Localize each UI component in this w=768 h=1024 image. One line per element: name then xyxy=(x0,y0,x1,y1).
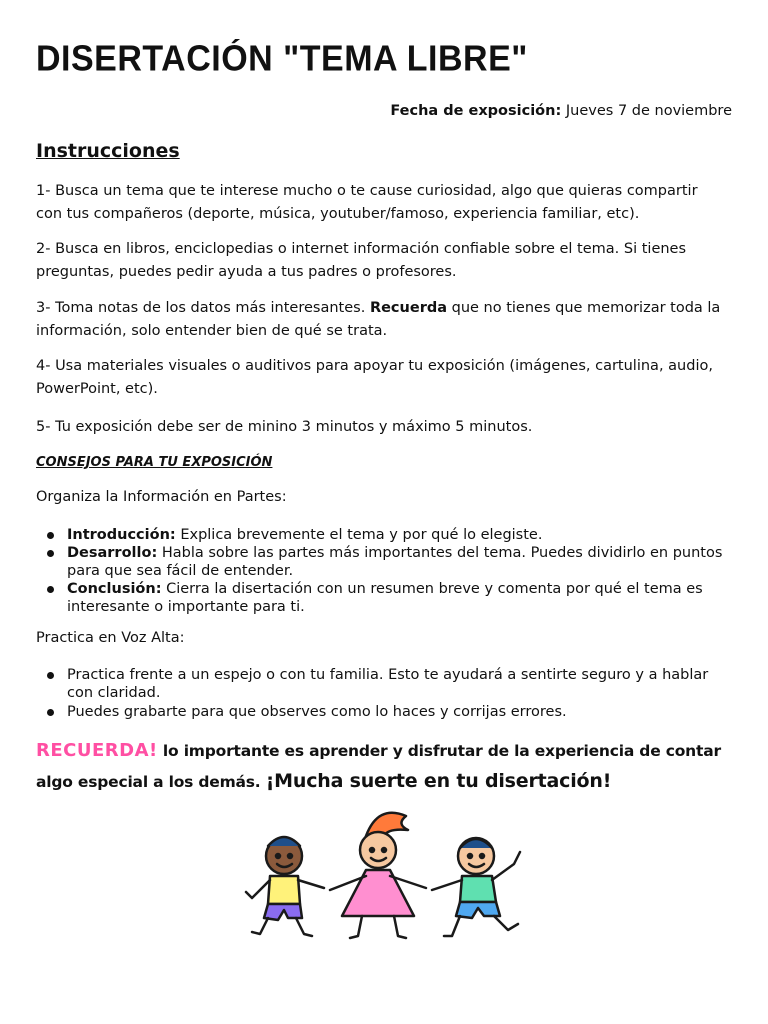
instructions-heading: Instrucciones xyxy=(36,140,180,162)
organize-list xyxy=(36,526,736,616)
bullet-icon xyxy=(47,550,54,557)
instruction-item-1: 1- Busca un tema que te interese mucho o te cause curiosidad, algo que quieras compartir con tus compañeros (deporte, música, youtuber/famoso, experiencia familiar, etc). xyxy=(36,183,698,222)
list-item-term: Introducción: xyxy=(67,527,176,543)
kid-right-figure xyxy=(432,838,520,936)
list-item-term: Desarrollo: xyxy=(67,545,158,561)
bullet-icon xyxy=(47,709,54,716)
kid-middle-figure xyxy=(330,813,426,938)
practice-intro: Practica en Voz Alta: xyxy=(36,630,185,646)
list-item-text: Explica brevemente el tema y por qué lo elegiste. xyxy=(175,527,543,543)
list-item xyxy=(36,526,736,544)
list-item-text: Cierra la disertación con un resumen breve y comenta por qué el tema es interesante o importante para ti. xyxy=(67,581,703,615)
instruction-3-bold: Recuerda xyxy=(369,300,448,316)
bullet-icon xyxy=(47,672,54,679)
instruction-item-4: 4- Usa materiales visuales o auditivos para apoyar tu exposición (imágenes, cartulina, audio, PowerPoint, etc). xyxy=(36,358,713,397)
organize-intro: Organiza la Información en Partes: xyxy=(36,489,287,505)
list-item-term: Conclusión: xyxy=(67,581,162,597)
closing-text: lo importante es aprender y disfrutar de la experiencia de contar algo especial a los demás. xyxy=(36,742,721,791)
list-item-text: Practica frente a un espejo o con tu familia. Esto te ayudará a sentirte seguro y a hablar con claridad. xyxy=(67,667,709,701)
children-holding-hands-illustration xyxy=(238,806,538,946)
instruction-item-5: 5- Tu exposición debe ser de minino 3 minutos y máximo 5 minutos. xyxy=(36,419,533,435)
kid-right-shirt xyxy=(460,876,496,902)
kid-middle-head xyxy=(360,832,396,868)
instruction-3-after: que no tienes que memorizar toda la información, solo entender bien de qué se trata. xyxy=(36,300,721,339)
list-item-text: Puedes grabarte para que observes como lo haces y corrijas errores. xyxy=(67,704,567,720)
list-item xyxy=(36,580,736,616)
list-item xyxy=(36,666,736,702)
date-label: Fecha de exposición: xyxy=(390,103,562,119)
bullet-icon xyxy=(47,586,54,593)
instruction-item-2: 2- Busca en libros, enciclopedias o internet información confiable sobre el tema. Si tienes preguntas, puedes pedir ayuda a tus padres o profesores. xyxy=(36,241,687,280)
closing-highlight: RECUERDA! xyxy=(36,740,158,761)
closing-good-luck: ¡Mucha suerte en tu disertación! xyxy=(265,770,612,792)
tips-heading: CONSEJOS PARA TU EXPOSICIÓN xyxy=(36,455,273,470)
bullet-icon xyxy=(47,532,54,539)
kid-middle-dress xyxy=(342,870,414,916)
exposition-date xyxy=(390,103,732,119)
instruction-3-before: 3- Toma notas de los datos más interesantes. xyxy=(36,300,370,316)
kid-left-figure xyxy=(246,837,324,936)
practice-list xyxy=(36,666,736,722)
page-title: DISERTACIÓN "TEMA LIBRE" xyxy=(36,39,528,79)
list-item xyxy=(36,703,736,721)
date-value: Jueves 7 de noviembre xyxy=(561,103,732,119)
closing-message xyxy=(36,736,736,797)
instruction-item-3 xyxy=(36,297,726,343)
kid-left-shirt xyxy=(268,876,300,904)
list-item-text: Habla sobre las partes más importantes del tema. Puedes dividirlo en puntos para que sea fácil de entender. xyxy=(67,545,723,579)
list-item xyxy=(36,544,736,580)
